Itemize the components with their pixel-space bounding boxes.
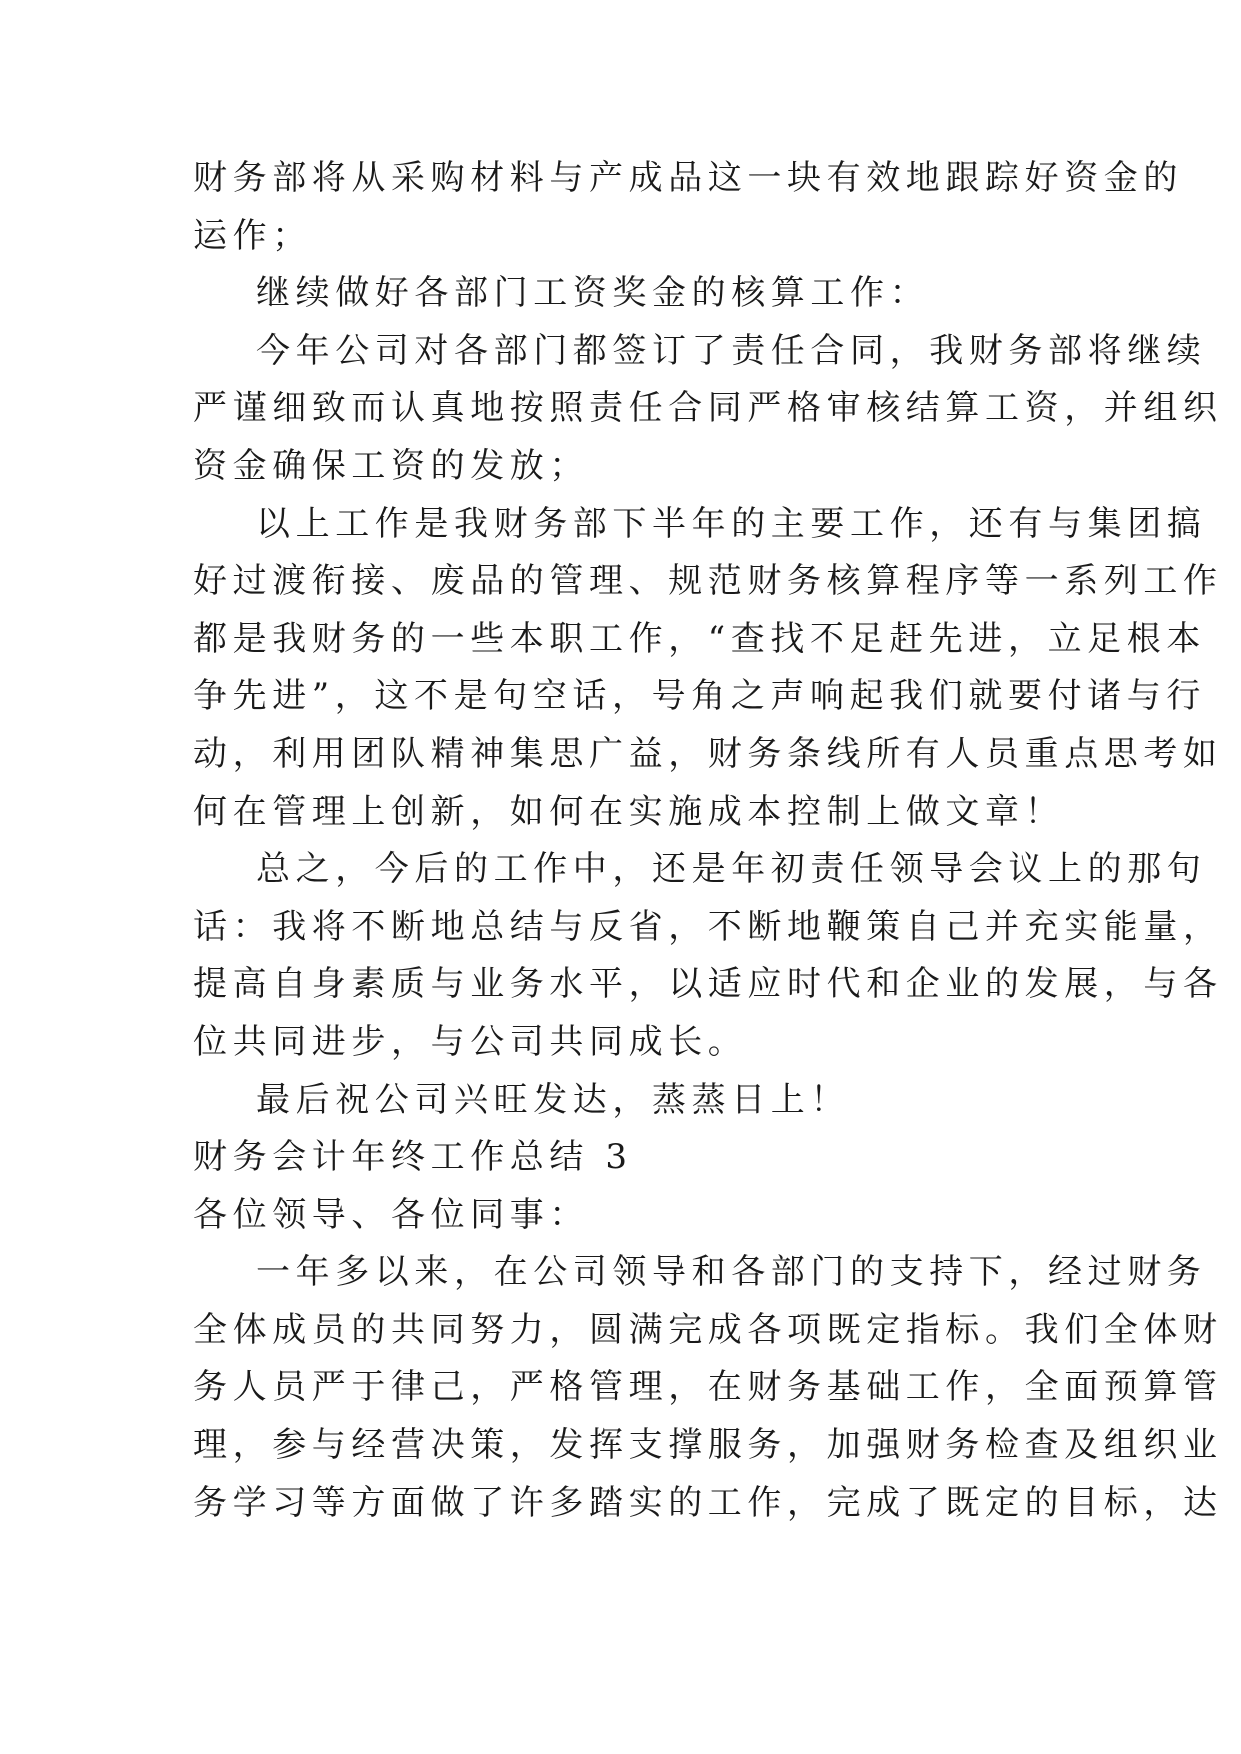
text-line: 好过渡衔接、废品的管理、规范财务核算程序等一系列工作 bbox=[193, 561, 1223, 602]
text-line: 资金确保工资的发放； bbox=[193, 445, 589, 486]
text-line: 争先进”，这不是句空话，号角之声响起我们就要付诸与行 bbox=[193, 676, 1206, 717]
text-line: 以上工作是我财务部下半年的主要工作，还有与集团搞 bbox=[256, 503, 1207, 544]
text-line: 位共同进步，与公司共同成长。 bbox=[193, 1021, 748, 1062]
text-line: 运作； bbox=[193, 215, 312, 256]
text-line: 何在管理上创新，如何在实施成本控制上做文章！ bbox=[193, 791, 1065, 832]
text-line: 总之，今后的工作中，还是年初责任领导会议上的那句 bbox=[256, 849, 1207, 890]
text-line: 财务部将从采购材料与产成品这一块有效地跟踪好资金的 bbox=[193, 158, 1183, 198]
text-line: 严谨细致而认真地按照责任合同严格审核结算工资，并组织 bbox=[193, 388, 1223, 429]
text-line: 务人员严于律己，严格管理，在财务基础工作，全面预算管 bbox=[193, 1367, 1223, 1408]
text-line: 最后祝公司兴旺发达，蒸蒸日上！ bbox=[256, 1079, 850, 1120]
document-body bbox=[193, 150, 1223, 1532]
salutation: 各位领导、各位同事： bbox=[193, 1194, 589, 1235]
text-line: 务学习等方面做了许多踏实的工作，完成了既定的目标，达 bbox=[193, 1482, 1223, 1523]
text-line: 今年公司对各部门都签订了责任合同，我财务部将继续 bbox=[256, 330, 1207, 371]
section-title: 财务会计年终工作总结 3 bbox=[193, 1137, 633, 1178]
text-line: 话：我将不断地总结与反省，不断地鞭策自己并充实能量， bbox=[193, 906, 1223, 947]
text-line: 提高自身素质与业务水平，以适应时代和企业的发展，与各 bbox=[193, 964, 1223, 1005]
text-line: 都是我财务的一些本职工作，“查找不足赶先进，立足根本 bbox=[193, 618, 1206, 659]
text-line: 一年多以来，在公司领导和各部门的支持下，经过财务 bbox=[256, 1252, 1207, 1293]
text-line: 继续做好各部门工资奖金的核算工作： bbox=[256, 273, 930, 314]
text-line: 理，参与经营决策，发挥支撑服务，加强财务检查及组织业 bbox=[193, 1425, 1223, 1466]
text-line: 全体成员的共同努力，圆满完成各项既定指标。我们全体财 bbox=[193, 1309, 1223, 1350]
text-line: 动，利用团队精神集思广益，财务条线所有人员重点思考如 bbox=[193, 733, 1223, 774]
